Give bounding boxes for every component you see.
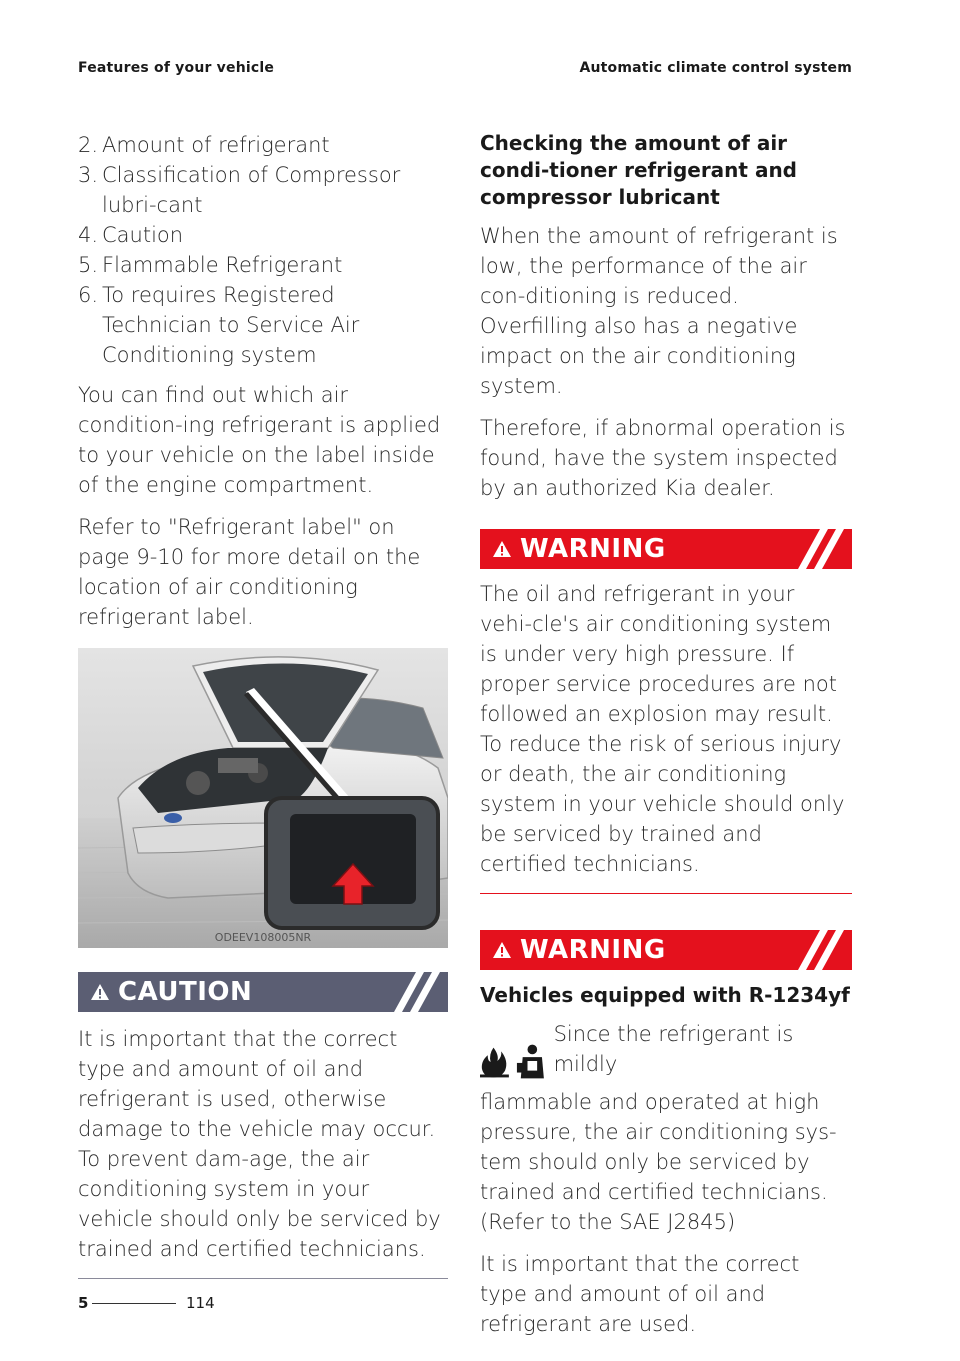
warning-label: WARNING	[520, 935, 666, 965]
caution-end-rule	[78, 1278, 448, 1279]
list-item: 4. Caution	[78, 223, 184, 247]
banner-slash-decoration	[798, 930, 844, 970]
photo-caption: ODEEV108005NR	[214, 931, 312, 944]
warning2-icon-text: Since the refrigerant is mildly	[553, 1022, 794, 1076]
footer-rule	[92, 1303, 176, 1304]
warning-banner-1	[480, 529, 852, 569]
warning-triangle-icon	[492, 940, 512, 960]
header-section-title: Features of your vehicle	[78, 60, 275, 76]
warning2-text: flammable and operated at high pressure, the air conditioning sys-tem should only be serviced by trained and certified technicians. (Refer to the SAE J2845)	[480, 1090, 837, 1234]
warning1-text: The oil and refrigerant in your vehi-cle's air conditioning system is under very high pressure. If proper service procedures are not followed an explosion may result. To reduce the risk of serious injury or death, the air conditioning system in your vehicle should only be serviced by trained and certified technicians.	[480, 582, 845, 876]
list-item: 2. Amount of refrigerant	[78, 133, 330, 157]
warning-triangle-icon	[90, 982, 110, 1002]
caution-banner	[78, 972, 448, 1012]
engine-compartment-photo	[78, 648, 448, 948]
caution-label: CAUTION	[118, 977, 253, 1007]
refer-label-paragraph: Refer to "Refrigerant label" on page 9-10 for more detail on the location of air conditioning refrigerant label.	[78, 515, 421, 629]
section-heading: Checking the amount of air condi-tioner refrigerant and compressor lubricant	[480, 131, 797, 209]
list-item: 6. To requires Registered Technician to Service Air Conditioning system	[78, 283, 360, 367]
left-column	[78, 130, 448, 1279]
warning-banner-2	[480, 930, 852, 970]
refrigerant-info-paragraph: You can find out which air condition-ing refrigerant is applied to your vehicle on the label inside of the engine compartment.	[78, 383, 441, 497]
header-page-topic: Automatic climate control system	[579, 60, 852, 76]
banner-slash-decoration	[394, 972, 440, 1012]
list-item: 5. Flammable Refrigerant	[78, 253, 343, 277]
list-item: 3. Classification of Compressor lubri-cant	[78, 163, 401, 217]
warning2-text-2: It is important that the correct type and amount of oil and refrigerant are used.	[480, 1252, 800, 1336]
flame-icon	[480, 1045, 509, 1079]
flammable-icons-line	[480, 1019, 852, 1079]
warning-triangle-icon	[492, 539, 512, 559]
warning1-end-rule	[480, 893, 852, 894]
r1234yf-subheading: Vehicles equipped with R-1234yf	[480, 983, 850, 1007]
car-hood-open-illustration	[78, 648, 448, 948]
inspection-paragraph: Therefore, if abnormal operation is found, have the system inspected by an authorized Kia dealer.	[480, 416, 846, 500]
warning-label: WARNING	[520, 534, 666, 564]
technician-icon	[515, 1043, 548, 1079]
low-refrigerant-paragraph: When the amount of refrigerant is low, the performance of the air con-ditioning is reduced. Overfilling also has a negative impact on the air conditioning system.	[480, 224, 838, 398]
footer-page-number: 114	[186, 1294, 215, 1312]
banner-slash-decoration	[798, 529, 844, 569]
right-column	[480, 130, 852, 1351]
caution-text: It is important that the correct type and amount of oil and refrigerant is used, otherwise damage to the vehicle may occur. To prevent dam-age, the air conditioning system in your vehicle should only be serviced by trained and certified technicians.	[78, 1027, 441, 1261]
label-legend-list	[78, 130, 448, 370]
footer-section-number: 5	[78, 1294, 89, 1312]
